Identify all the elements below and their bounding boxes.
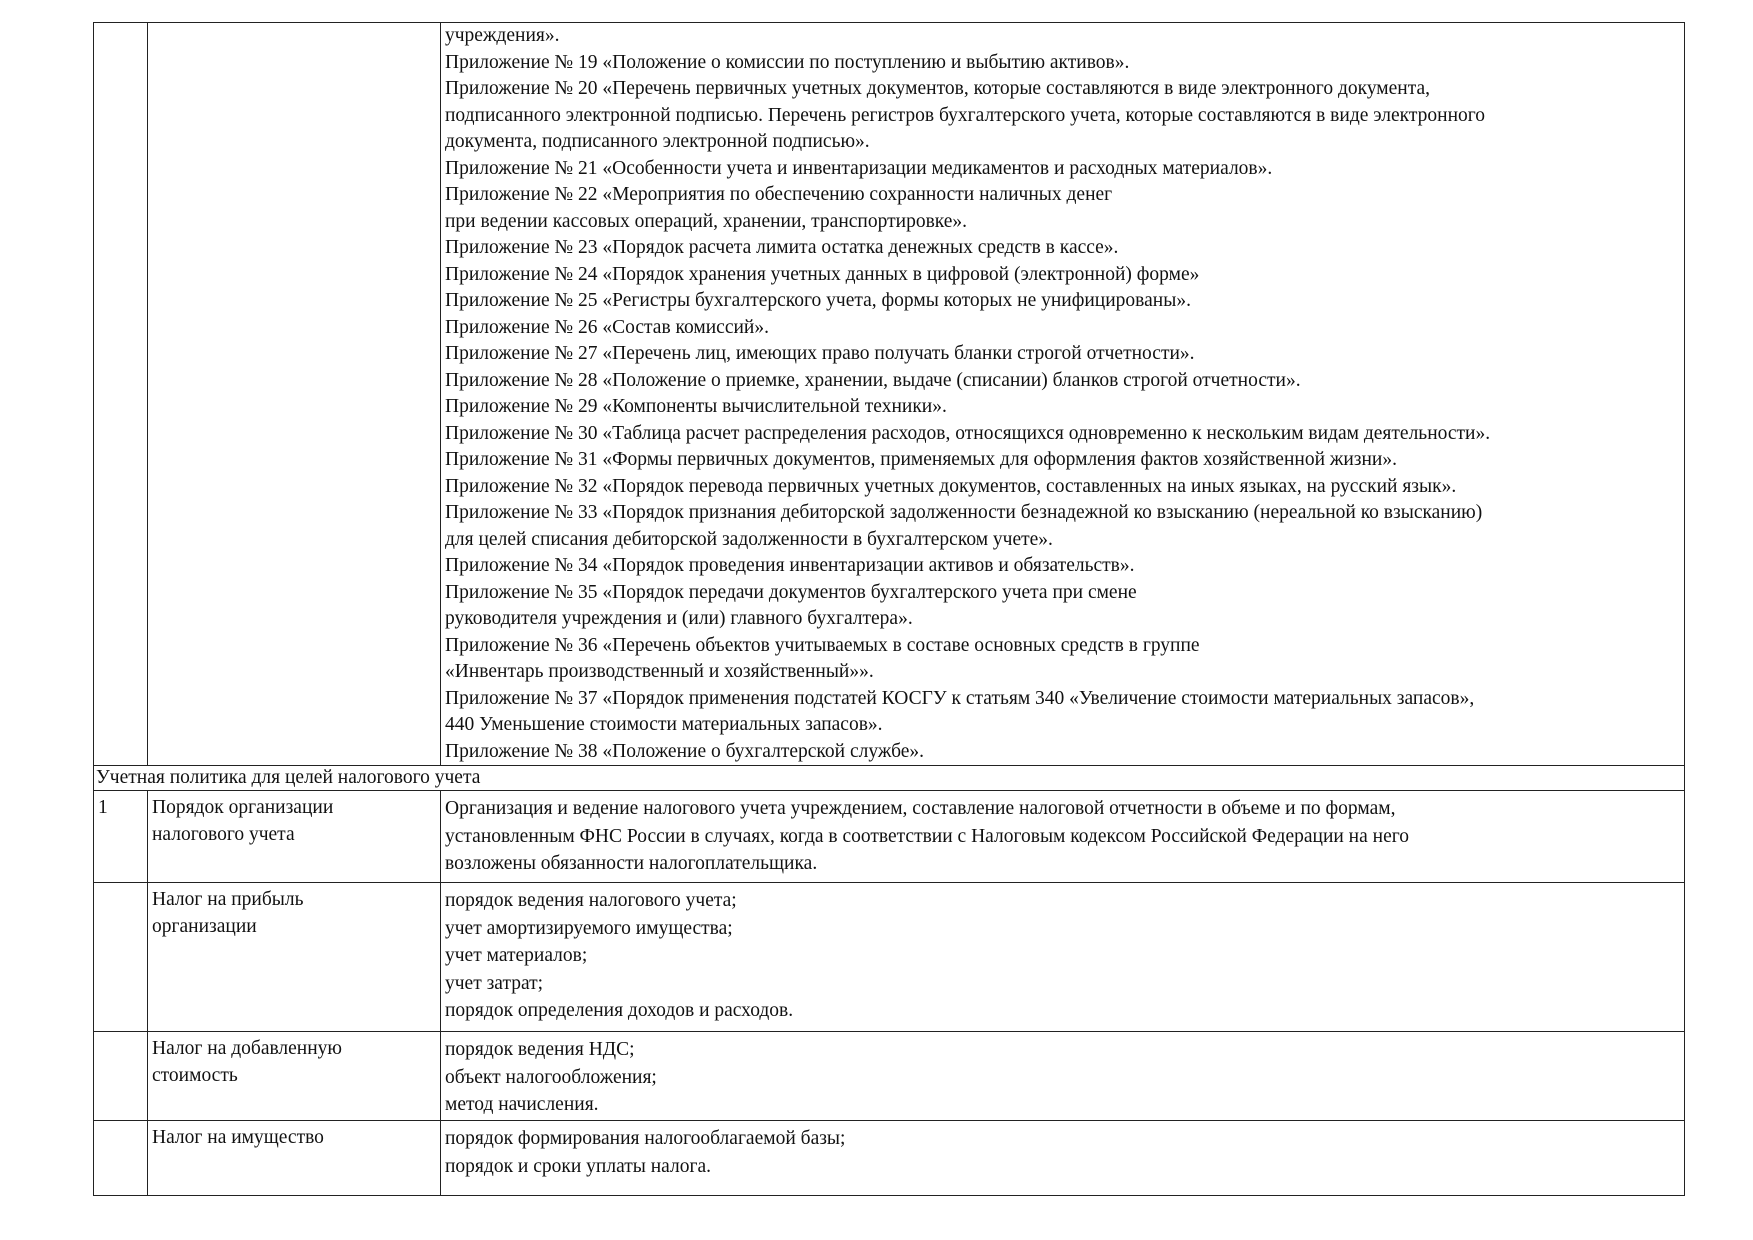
row-name-cell	[148, 883, 441, 1032]
appendix-line: Приложение № 30 «Таблица расчет распределения расходов, относящихся одновременно к нескольким видам деятельности».	[445, 422, 1491, 444]
appendix-line: Приложение № 31 «Формы первичных документов, применяемых для оформления фактов хозяйственной жизни».	[445, 449, 1397, 470]
table-row-profit-tax	[94, 883, 1685, 1032]
row-name-line: налогового учета	[152, 823, 295, 845]
appendix-line: руководителя учреждения и (или) главного бухгалтера».	[445, 608, 913, 629]
row-name-cell	[148, 1121, 441, 1196]
row-name-cell	[148, 1032, 441, 1121]
appendix-line: 440 Уменьшение стоимости материальных запасов».	[445, 714, 883, 735]
appendix-line: Приложение № 22 «Мероприятия по обеспечению сохранности наличных денег	[445, 184, 1113, 205]
row-number: 1	[94, 791, 148, 883]
row-name-line: организации	[152, 915, 257, 937]
row-content-line: возложены обязанности налогоплательщика.	[445, 853, 818, 874]
table-row-property-tax	[94, 1121, 1685, 1196]
table-row-tax-organization	[94, 791, 1685, 883]
appendix-line: подписанного электронной подписью. Перечень регистров бухгалтерского учета, которые составляются в виде электронного	[445, 104, 1486, 126]
appendix-line: при ведении кассовых операций, хранении, транспортировке».	[445, 210, 968, 232]
row-content-line: порядок формирования налогооблагаемой базы;	[445, 1128, 846, 1149]
row-name-line: Налог на добавленную	[152, 1038, 343, 1059]
row-content-line: метод начисления.	[445, 1094, 599, 1115]
appendix-line: Приложение № 25 «Регистры бухгалтерского учета, формы которых не унифицированы».	[445, 290, 1191, 311]
row-content-line: учет материалов;	[445, 945, 588, 966]
appendix-line: Приложение № 23 «Порядок расчета лимита остатка денежных средств в кассе».	[445, 237, 1119, 258]
appendix-line: Приложение № 36 «Перечень объектов учитываемых в составе основных средств в группе	[445, 634, 1200, 656]
row-number	[94, 1032, 148, 1121]
row-number	[94, 1121, 148, 1196]
appendix-line: Приложение № 34 «Порядок проведения инвентаризации активов и обязательств».	[445, 555, 1135, 576]
row-number	[94, 883, 148, 1032]
row-content-line: установленным ФНС России в случаях, когда в соответствии с Налоговым кодексом Российской Федерации на него	[445, 825, 1410, 847]
row-content-cell	[441, 791, 1685, 883]
row-content-line: порядок и сроки уплаты налога.	[445, 1155, 712, 1177]
appendix-line: Приложение № 26 «Состав комиссий».	[445, 316, 769, 338]
section-title: Учетная политика для целей налогового учета	[94, 766, 1685, 791]
appendix-line: Приложение № 20 «Перечень первичных учетных документов, которые составляются в виде электронного документа,	[445, 78, 1431, 99]
appendix-line: Приложение № 35 «Порядок передачи документов бухгалтерского учета при смене	[445, 581, 1137, 603]
row-content-cell	[441, 883, 1685, 1032]
appendix-line: Приложение № 19 «Положение о комиссии по поступлению и выбытию активов».	[445, 51, 1130, 73]
row-name-line: Налог на прибыль	[152, 889, 304, 910]
appendix-line: для целей списания дебиторской задолженности в бухгалтерском учете».	[445, 528, 1053, 550]
appendix-line: учреждения».	[445, 25, 560, 46]
row-content-line: порядок определения доходов и расходов.	[445, 1000, 794, 1021]
row-name-line: Налог на имущество	[152, 1127, 324, 1148]
appendix-line: документа, подписанного электронной подписью».	[445, 131, 870, 152]
appendix-line: Приложение № 28 «Положение о приемке, хранении, выдаче (списании) бланков строгой отчетности».	[445, 369, 1301, 391]
appendix-list-cell	[441, 23, 1685, 766]
row-content-line: учет затрат;	[445, 972, 544, 994]
name-cell	[148, 23, 441, 766]
appendix-line: Приложение № 21 «Особенности учета и инвентаризации медикаментов и расходных материалов».	[445, 157, 1273, 179]
section-header-row	[94, 766, 1685, 791]
row-content-cell	[441, 1121, 1685, 1196]
row-name-line: Порядок организации	[152, 797, 334, 818]
row-content-line: учет амортизируемого имущества;	[445, 917, 733, 939]
table-row-appendices	[94, 23, 1685, 766]
appendix-line: Приложение № 27 «Перечень лиц, имеющих право получать бланки строгой отчетности».	[445, 343, 1195, 364]
row-content-cell	[441, 1032, 1685, 1121]
appendix-line: Приложение № 29 «Компоненты вычислительной техники».	[445, 396, 947, 417]
table-row-vat	[94, 1032, 1685, 1121]
appendix-line: Приложение № 24 «Порядок хранения учетных данных в цифровой (электронной) форме»	[445, 263, 1200, 285]
accounting-policy-table	[93, 22, 1685, 1196]
appendix-line: Приложение № 38 «Положение о бухгалтерской службе».	[445, 740, 925, 762]
appendix-line: «Инвентарь производственный и хозяйственный»».	[445, 661, 874, 682]
row-name-cell	[148, 791, 441, 883]
row-name-line: стоимость	[152, 1064, 238, 1086]
row-content-line: порядок ведения налогового учета;	[445, 890, 737, 911]
appendix-line: Приложение № 37 «Порядок применения подстатей КОСГУ к статьям 340 «Увеличение стоимости материальных запасов»,	[445, 687, 1475, 709]
row-content-line: порядок ведения НДС;	[445, 1039, 635, 1060]
number-cell	[94, 23, 148, 766]
row-content-line: Организация и ведение налогового учета учреждением, составление налоговой отчетности в объеме и по формам,	[445, 798, 1396, 819]
row-content-line: объект налогообложения;	[445, 1066, 657, 1088]
appendix-line: Приложение № 32 «Порядок перевода первичных учетных документов, составленных на иных языках, на русский язык».	[445, 475, 1457, 497]
appendix-line: Приложение № 33 «Порядок признания дебиторской задолженности безнадежной ко взысканию (нереальной ко взысканию)	[445, 502, 1483, 523]
